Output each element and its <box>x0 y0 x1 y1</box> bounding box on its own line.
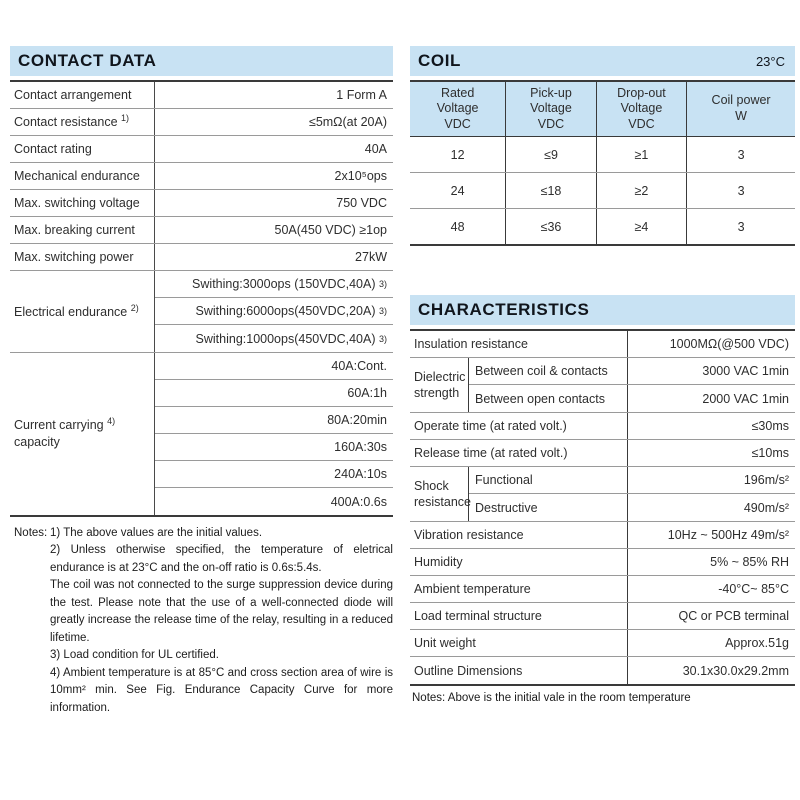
note-line: 3) Load condition for UL certified. <box>50 649 219 662</box>
table-row <box>410 331 795 358</box>
characteristics-title: CHARACTERISTICS <box>418 300 590 319</box>
characteristics-table <box>410 329 795 686</box>
row-value: Approx.51g <box>725 636 789 650</box>
row-value: 10Hz ~ 500Hz 49m/s² <box>667 528 789 542</box>
table-row <box>410 657 795 684</box>
cell: ≤18 <box>506 173 596 208</box>
table-row <box>410 603 795 630</box>
right-column <box>410 46 795 704</box>
table-row <box>10 163 393 190</box>
sub-row-label: Between open contacts <box>469 385 628 412</box>
sub-row-value: 490m/s² <box>743 500 789 515</box>
row-label: Contact arrangement <box>14 88 132 102</box>
column-header: Coil power W <box>711 93 771 123</box>
row-label: Shock resistance <box>410 467 469 521</box>
cell: 3 <box>737 219 745 234</box>
row-label: Contact resistance $^{1)}$ <box>14 112 130 129</box>
table-row <box>410 209 795 244</box>
table-row <box>410 413 795 440</box>
row-label: Max. switching voltage <box>14 196 140 210</box>
table-row <box>410 630 795 657</box>
contact-data-title: CONTACT DATA <box>18 51 157 70</box>
row-value: 160A:30s <box>155 434 393 461</box>
coil-header <box>410 46 795 76</box>
row-label: Vibration resistance <box>410 522 628 548</box>
row-label: Release time (at rated volt.) <box>410 440 628 466</box>
table-row <box>410 549 795 576</box>
sub-row-label: Between coil & contacts <box>469 358 628 384</box>
sub-row <box>469 385 795 412</box>
characteristics-header <box>410 295 795 325</box>
note-line: 4) Ambient temperature is at 85°C and cross section area of wire is 10mm² min. See Fig. Endurance Capacity Curve for more information. <box>50 666 393 714</box>
contact-data-notes <box>10 525 393 717</box>
cell: 12 <box>410 137 506 172</box>
row-label: Outline Dimensions <box>410 657 628 684</box>
cell: ≥4 <box>597 209 687 244</box>
cell: 48 <box>410 209 506 244</box>
coil-temperature: 23°C <box>755 53 785 69</box>
row-value: Swithing:6000ops(450VDC,20A) 3) <box>155 298 393 325</box>
cell: ≤9 <box>506 137 596 172</box>
sub-row-label: Functional <box>469 467 628 493</box>
sub-row-value: 2000 VAC 1min <box>702 391 789 406</box>
row-label: Mechanical endurance <box>14 169 140 183</box>
table-row <box>410 440 795 467</box>
cell: ≥2 <box>597 173 687 208</box>
table-row <box>10 217 393 244</box>
row-label: Humidity <box>410 549 628 575</box>
row-label: Electrical endurance $^{2)}$ <box>14 302 139 319</box>
note-line: 1) The above values are the initial values. <box>50 527 263 539</box>
contact-data-table <box>10 80 393 517</box>
coil-title: COIL <box>418 51 462 70</box>
table-row <box>10 190 393 217</box>
row-label-line2: capacity <box>14 435 60 449</box>
row-value: QC or PCB terminal <box>678 609 789 623</box>
row-label: Operate time (at rated volt.) <box>410 413 628 439</box>
shock-resistance-row <box>410 467 795 522</box>
characteristics-note: Notes: Above is the initial vale in the room temperature <box>412 692 691 704</box>
sub-row-value: 3000 VAC 1min <box>702 364 789 378</box>
electrical-endurance-row <box>10 271 393 353</box>
sub-row <box>469 467 795 494</box>
table-row <box>410 522 795 549</box>
row-value: ≤10ms <box>751 446 789 460</box>
sub-row-value: 196m/s² <box>743 473 789 487</box>
row-label: Current carrying $^{4)}$ <box>14 415 116 433</box>
row-value: 5% ~ 85% RH <box>710 555 789 569</box>
row-value: 40A:Cont. <box>155 353 393 380</box>
sub-row-label: Destructive <box>469 494 628 521</box>
row-value: 400A:0.6s <box>330 494 387 509</box>
table-row <box>10 82 393 109</box>
row-value: 80A:20min <box>155 407 393 434</box>
row-value: 60A:1h <box>155 380 393 407</box>
row-label: Max. switching power <box>14 250 134 264</box>
row-value: -40°C~ 85°C <box>718 582 789 596</box>
contact-data-header <box>10 46 393 76</box>
table-row <box>410 576 795 603</box>
column-header: Rated Voltage VDC <box>410 82 506 136</box>
row-value: Swithing:3000ops (150VDC,40A) 3) <box>155 271 393 298</box>
note-line: 2) Unless otherwise specified, the temperature of eletrical endurance is at 23°C and the on-off ratio is 0.6s:5.4s. <box>50 544 393 574</box>
row-value: Swithing:1000ops(450VDC,40A) 3) <box>195 331 387 346</box>
row-value: ≤5mΩ(at 20A) <box>308 115 387 129</box>
cell: ≥1 <box>597 137 687 172</box>
row-value: 30.1x30.0x29.2mm <box>682 663 789 678</box>
column-header: Pick-up Voltage VDC <box>506 82 596 136</box>
row-label: Unit weight <box>410 630 628 656</box>
row-label: Load terminal structure <box>410 603 628 629</box>
row-value: 27kW <box>355 250 387 264</box>
table-row <box>10 136 393 163</box>
note-line: The coil was not connected to the surge suppression device during the test. Please note that the use of a well-connected diode will greatly increase the release time of the relay, resulting in a reduced lifetime. <box>50 579 393 644</box>
notes-prefix: Notes: <box>14 527 48 539</box>
coil-table <box>410 80 795 246</box>
row-value: 40A <box>364 142 387 156</box>
row-value: ≤30ms <box>751 419 789 433</box>
row-label: Dielectric strength <box>410 358 469 412</box>
row-value: 240A:10s <box>155 461 393 488</box>
row-label: Max. breaking current <box>14 223 135 237</box>
row-value: 50A(450 VDC) ≥1op <box>274 223 387 237</box>
table-row <box>10 244 393 271</box>
table-row <box>410 173 795 209</box>
cell: 3 <box>737 147 745 162</box>
table-row <box>10 109 393 136</box>
row-value: 2x10⁵ops <box>334 169 387 183</box>
coil-table-header <box>410 82 795 137</box>
column-header: Drop-out Voltage VDC <box>597 82 687 136</box>
row-value: 1000MΩ(@500 VDC) <box>669 337 789 351</box>
contact-data-section <box>10 46 393 717</box>
row-label: Contact rating <box>14 142 92 156</box>
table-row <box>410 137 795 173</box>
cell: ≤36 <box>506 209 596 244</box>
cell: 3 <box>737 183 745 198</box>
row-label: Insulation resistance <box>410 331 628 357</box>
sub-row <box>469 358 795 385</box>
row-value: 1 Form A <box>336 88 387 102</box>
cell: 24 <box>410 173 506 208</box>
row-label: Ambient temperature <box>410 576 628 602</box>
current-carrying-row <box>10 353 393 515</box>
dielectric-strength-row <box>410 358 795 413</box>
row-value: 750 VDC <box>336 196 387 210</box>
sub-row <box>469 494 795 521</box>
